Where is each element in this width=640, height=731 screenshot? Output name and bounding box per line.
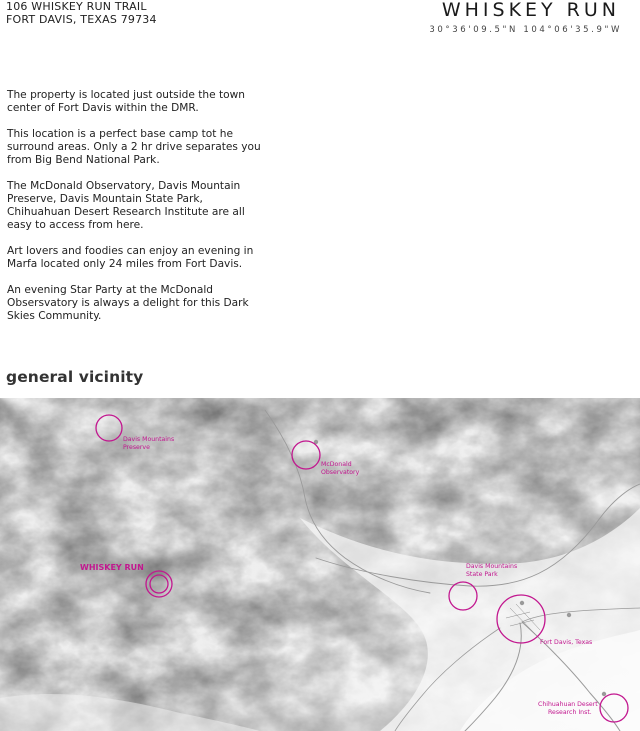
marker-label-line: Davis Mountains: [123, 436, 175, 443]
address-line-street: 106 WHISKEY RUN TRAIL: [6, 0, 147, 13]
property-address: [6, 0, 157, 26]
marker-label-line: Observatory: [321, 469, 360, 476]
description-paragraph: An evening Star Party at the McDonald Obsersvatory is always a delight for this Dark Skies Community.: [7, 284, 249, 322]
description-paragraph: The property is located just outside the town center of Fort Davis within the DMR.: [7, 89, 246, 114]
gps-coordinates: 30°36'09.5"N 104°06'35.9"W: [429, 25, 622, 35]
address-line-city: FORT DAVIS, TEXAS 79734: [6, 13, 157, 26]
marker-label-whiskey-run: WHISKEY RUN: [80, 563, 144, 572]
vicinity-map: [0, 398, 640, 731]
property-description: [7, 89, 269, 336]
marker-label-line: Preserve: [123, 444, 150, 451]
marker-label-line: State Park: [466, 571, 498, 578]
description-paragraph: The McDonald Observatory, Davis Mountain Preserve, Davis Mountain State Park, Chihuahuan Desert Research Institute are all easy to access from here.: [7, 180, 245, 231]
marker-label-line: Research Inst.: [548, 709, 592, 716]
terrain-map: [0, 398, 640, 731]
marker-label-line: Chihuahuan Desert: [538, 701, 598, 708]
marker-label-research-institute: [538, 701, 600, 716]
description-paragraph: Art lovers and foodies can enjoy an evening in Marfa located only 24 miles from Fort Davis.: [7, 245, 254, 270]
marker-label-fort-davis: Fort Davis, Texas: [540, 639, 593, 646]
vicinity-heading: general vicinity: [6, 368, 144, 386]
description-paragraph: This location is a perfect base camp tot he surround areas. Only a 2 hr drive separates you from Big Bend National Park.: [7, 128, 261, 166]
marker-label-line: McDonald: [321, 461, 352, 468]
marker-label-line: Davis Mountains: [466, 563, 518, 570]
brand-title: WHISKEY RUN: [441, 0, 620, 21]
